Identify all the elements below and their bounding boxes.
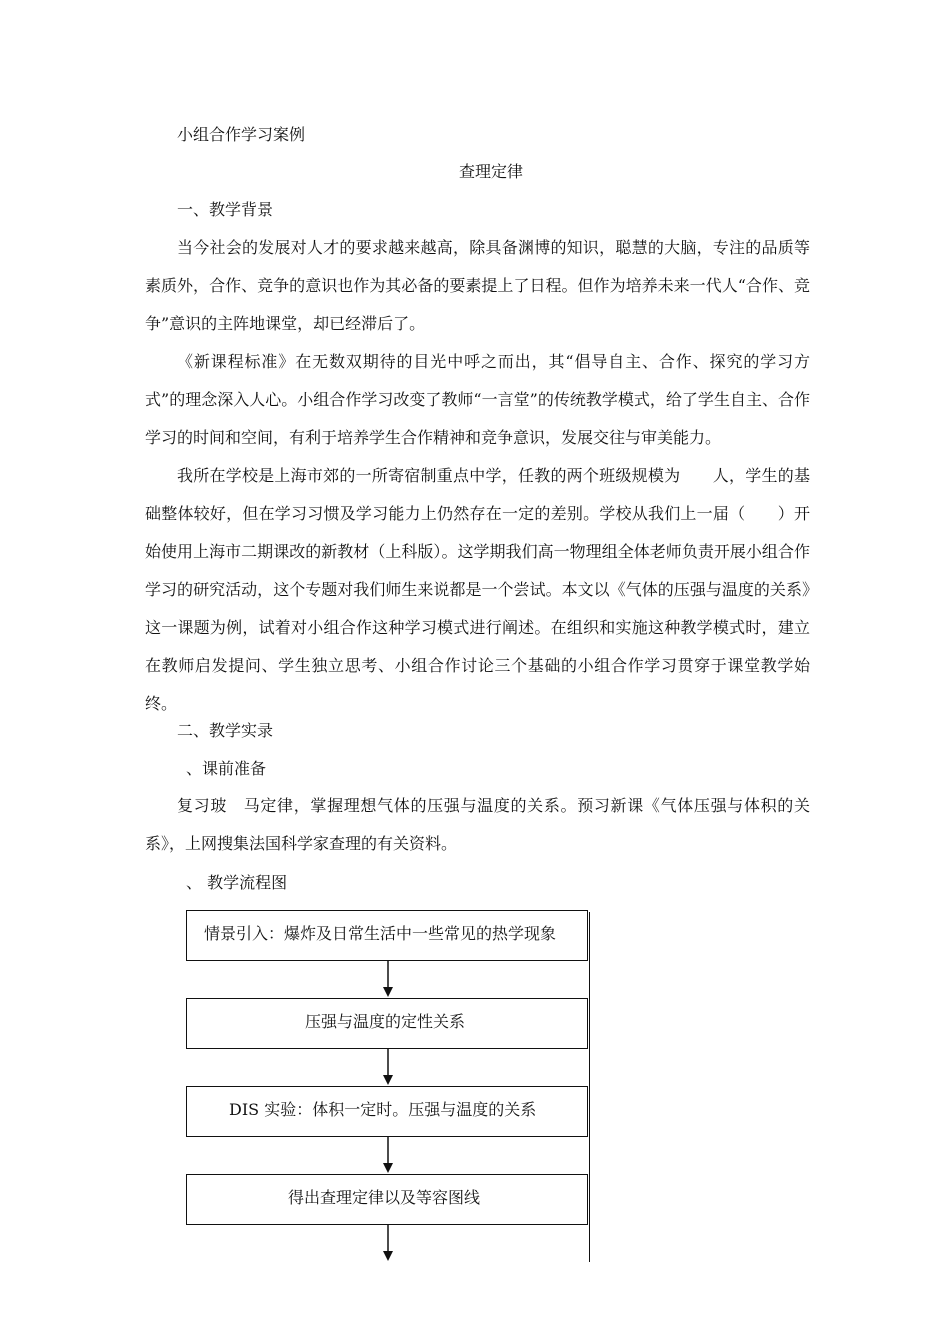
paragraph-3: 我所在学校是上海市郊的一所寄宿制重点中学，任教的两个班级规模为 人，学生的基础整体较好，但在学习习惯及学习能力上仍然存在一定的差别。学校从我们上一届（ ）开始使用上海市二期课改的新教材（上科版）。这学期我们高一物理组全体老师负责开展小组合作学习的研究活动，这个专题对我们师生来说都是一个尝试。本文以《气体的压强与温度的关系》这一课题为例，试着对小组合作这种学习模式进行阐述。在组织和实施这种教学模式时，建立在教师启发提问、学生独立思考、小组合作讨论三个基础的小组合作学习贯穿于课堂教学始终。 bbox=[145, 466, 810, 713]
flow-arrow-2 bbox=[382, 1049, 394, 1086]
paragraph-2: 《新课程标准》在无数双期待的目光中呼之而出，其“倡导自主、合作、探究的学习方式”的理念深入人心。小组合作学习改变了教师“一言堂”的传统教学模式，给了学生自主、合作学习的时间和空间，有利于培养学生合作精神和竞争意识，发展交往与审美能力。 bbox=[145, 352, 810, 447]
paragraph-1: 当今社会的发展对人才的要求越来越高，除具备渊博的知识，聪慧的大脑，专注的品质等素质外，合作、竞争的意识也作为其必备的要素提上了日程。但作为培养未来一代人“合作、竞争”意识的主阵地课堂，却已经滞后了。 bbox=[145, 238, 810, 333]
subheading-1: 、课前准备 bbox=[186, 759, 267, 778]
document-heading: 小组合作学习案例 bbox=[177, 125, 306, 144]
flow-step-2-label: 压强与温度的定性关系 bbox=[305, 1012, 466, 1031]
subheading-2: 、 教学流程图 bbox=[186, 873, 288, 892]
flow-step-4-label: 得出查理定律以及等容图线 bbox=[288, 1188, 481, 1207]
flow-step-3-label: DIS 实验：体积一定时。压强与温度的关系 bbox=[229, 1100, 537, 1119]
flow-step-3 bbox=[186, 1086, 588, 1137]
section-heading-2: 二、教学实录 bbox=[177, 721, 274, 740]
flow-arrow-1 bbox=[382, 961, 394, 998]
flow-step-1-label: 情景引入：爆炸及日常生活中一些常见的热学现象 bbox=[204, 924, 557, 943]
paragraph-4: 复习玻 马定律，掌握理想气体的压强与温度的关系。预习新课《气体压强与体积的关系》，上网搜集法国科学家查理的有关资料。 bbox=[145, 796, 810, 853]
section-heading-1: 一、教学背景 bbox=[177, 200, 274, 219]
document-title: 查理定律 bbox=[459, 162, 524, 181]
flow-feedback-line bbox=[589, 912, 590, 1262]
flow-step-4 bbox=[186, 1174, 588, 1225]
flow-arrow-4 bbox=[382, 1225, 394, 1262]
flow-step-2 bbox=[186, 998, 588, 1049]
flow-step-1 bbox=[186, 910, 588, 961]
flow-arrow-3 bbox=[382, 1137, 394, 1174]
